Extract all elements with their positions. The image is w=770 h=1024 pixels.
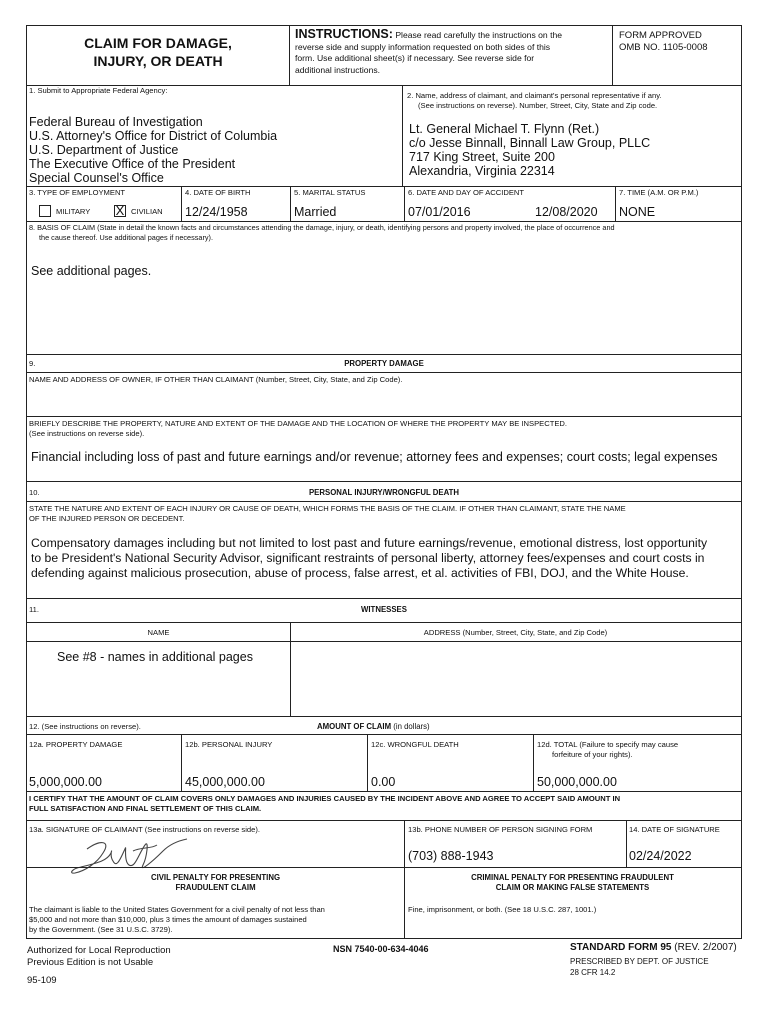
dob-value: 12/24/1958 <box>185 205 248 219</box>
property-describe-line1: BRIEFLY DESCRIBE THE PROPERTY, NATURE AND EXTENT OF THE DAMAGE AND THE LOCATION OF WHERE THE PROPERTY MAY BE INSPECTED. <box>29 419 567 428</box>
personal-injury-label: 12b. PERSONAL INJURY <box>185 740 273 749</box>
agency-value <box>29 115 277 185</box>
property-heading: PROPERTY DAMAGE <box>344 359 424 368</box>
footer-sf-number: STANDARD FORM 95 <box>570 942 672 953</box>
footer-standard-form <box>570 942 737 954</box>
footer-authorization <box>27 945 171 969</box>
injury-line: Compensatory damages including but not limited to lost past and future earnings/revenue, emotional distress, lost opportunity <box>31 536 708 550</box>
witness-heading: WITNESSES <box>361 605 407 614</box>
civilian-checkbox[interactable]: X <box>115 203 125 218</box>
accident-label: 6. DATE AND DAY OF ACCIDENT <box>408 188 525 197</box>
injury-value <box>31 536 707 581</box>
basis-label <box>29 223 615 242</box>
signature-date-value: 02/24/2022 <box>629 849 692 863</box>
instructions-line2: reverse side and supply information requested on both sides of this <box>295 41 551 52</box>
signature-label: 13a. SIGNATURE OF CLAIMANT (See instructions on reverse side). <box>29 825 260 834</box>
wrongful-death-label: 12c. WRONGFUL DEATH <box>371 740 459 749</box>
footer-nsn: NSN 7540-00-634-4046 <box>333 944 429 954</box>
claimant-line: Alexandria, Virginia 22314 <box>409 164 555 178</box>
wrongful-death-value: 0.00 <box>371 775 396 789</box>
claimant-value <box>409 122 650 178</box>
injury-label <box>29 504 626 523</box>
witness-name-header: NAME <box>147 628 170 637</box>
signature-date-label: 14. DATE OF SIGNATURE <box>629 825 720 834</box>
witness-name-value: See #8 - names in additional pages <box>57 650 253 664</box>
accident-date: 07/01/2016 <box>408 205 471 219</box>
total-label <box>537 740 678 759</box>
claimant-label <box>407 91 662 110</box>
claimant-label-line1: 2. Name, address of claimant, and claimant's personal representative if any. <box>407 91 662 100</box>
instructions-line3: form. Use additional sheet(s) if necessary. See reverse side for <box>295 53 535 63</box>
phone-label: 13b. PHONE NUMBER OF PERSON SIGNING FORM <box>408 825 593 834</box>
witness-num: 11. <box>29 605 39 614</box>
property-describe-label <box>29 419 567 438</box>
civil-penalty-line3: by the Government. (See 31 U.S.C. 3729). <box>29 925 173 934</box>
basis-label-line1: 8. BASIS OF CLAIM (State in detail the known facts and circumstances attending the damage, injury, or death, identifying persons and property involved, the place of occurrence and <box>29 223 615 232</box>
personal-injury-value: 45,000,000.00 <box>185 775 265 789</box>
basis-label-line2: the cause thereof. Use additional pages if necessary). <box>39 232 214 242</box>
form-approved-line2: OMB NO. 1105-0008 <box>619 42 708 53</box>
agency-line: The Executive Office of the President <box>29 157 236 171</box>
employment-label: 3. TYPE OF EMPLOYMENT <box>29 188 126 197</box>
injury-label-line2: OF THE INJURED PERSON OR DECEDENT. <box>29 513 185 523</box>
basis-value: See additional pages. <box>31 264 152 278</box>
civil-penalty-heading-line2: FRAUDULENT CLAIM <box>175 883 256 892</box>
accident-date: 12/08/2020 <box>535 205 598 219</box>
military-checkbox[interactable] <box>39 205 51 217</box>
footer-sf-revision: (REV. 2/2007) <box>674 942 737 953</box>
marital-label: 5. MARITAL STATUS <box>294 188 366 197</box>
injury-line: defending against malicious prosecution, abuse of process, false arrest, et al. activities of FBI, DOJ, and the White House. <box>31 566 689 580</box>
instructions-line1: Please read carefully the instructions on the <box>395 30 563 40</box>
military-label: MILITARY <box>56 207 91 216</box>
certify-statement <box>29 794 620 814</box>
form-title <box>27 34 289 70</box>
property-damage-value: 5,000,000.00 <box>29 775 102 789</box>
civil-penalty-line1: The claimant is liable to the United States Government for a civil penalty of not less than <box>29 905 325 914</box>
total-label-line1: 12d. TOTAL (Failure to specify may cause <box>537 740 679 749</box>
footer-auth-line2: Previous Edition is not Usable <box>27 957 154 968</box>
instructions-line4: additional instructions. <box>295 64 381 75</box>
property-damage-label: 12a. PROPERTY DAMAGE <box>29 740 123 749</box>
injury-num: 10. <box>29 488 40 497</box>
amount-heading-sub: (in dollars) <box>393 722 430 731</box>
amount-note: 12. (See instructions on reverse). <box>29 722 141 731</box>
claimant-line: Lt. General Michael T. Flynn (Ret.) <box>409 122 600 136</box>
form-title-line2: INJURY, OR DEATH <box>93 53 223 69</box>
civil-penalty-heading <box>27 873 404 893</box>
agency-line: U.S. Department of Justice <box>29 143 179 157</box>
property-describe-line2: (See instructions on reverse side). <box>29 428 145 438</box>
property-describe-value: Financial including loss of past and future earnings and/or revenue; attorney fees and expenses; court costs; legal expenses <box>31 450 718 464</box>
agency-line: Special Counsel's Office <box>29 171 164 185</box>
property-num: 9. <box>29 359 36 368</box>
witness-address-header: ADDRESS (Number, Street, City, State, and Zip Code) <box>423 628 608 637</box>
form-approved <box>619 30 708 54</box>
civil-penalty-line2: $5,000 and not more than $10,000, plus 3 times the amount of damages sustained <box>29 915 307 924</box>
total-label-line2: forfeiture of your rights). <box>552 749 633 759</box>
dob-label: 4. DATE OF BIRTH <box>185 188 251 197</box>
agency-line: U.S. Attorney's Office for District of Columbia <box>29 129 278 143</box>
total-value: 50,000,000.00 <box>537 775 617 789</box>
certify-line1: I CERTIFY THAT THE AMOUNT OF CLAIM COVERS ONLY DAMAGES AND INJURIES CAUSED BY THE INCIDENT ABOVE AND AGREE TO ACCEPT SAID AMOUNT IN <box>29 794 621 803</box>
claimant-label-line2: (See instructions on reverse). Number, Street, City, State and Zip code. <box>418 100 658 110</box>
footer-code: 95-109 <box>27 975 57 986</box>
claimant-line: c/o Jesse Binnall, Binnall Law Group, PLLC <box>409 136 651 150</box>
civilian-label: CIVILIAN <box>131 207 163 216</box>
injury-label-line1: STATE THE NATURE AND EXTENT OF EACH INJURY OR CAUSE OF DEATH, WHICH FORMS THE BASIS OF THE CLAIM. IF OTHER THAN CLAIMANT, STATE THE NAME <box>29 504 626 513</box>
claimant-signature <box>67 831 197 879</box>
instructions <box>295 29 615 76</box>
footer-prescribed <box>570 957 709 978</box>
certify-line2: FULL SATISFACTION AND FINAL SETTLEMENT OF THIS CLAIM. <box>29 804 262 813</box>
amount-heading: AMOUNT OF CLAIM <box>317 722 392 731</box>
injury-line: to be President's National Security Advisor, significant restraints of personal liberty, attorney fees/expenses and court costs in <box>31 551 705 565</box>
footer-prescribed-line: PRESCRIBED BY DEPT. OF JUSTICE <box>570 957 709 966</box>
time-label: 7. TIME (A.M. OR P.M.) <box>619 188 699 197</box>
agency-line: Federal Bureau of Investigation <box>29 115 203 129</box>
criminal-penalty-heading-line2: CLAIM OR MAKING FALSE STATEMENTS <box>495 883 650 892</box>
time-value: NONE <box>619 205 656 219</box>
criminal-penalty-text: Fine, imprisonment, or both. (See 18 U.S.C. 287, 1001.) <box>408 905 597 914</box>
agency-label: 1. Submit to Appropriate Federal Agency: <box>29 86 168 95</box>
injury-heading: PERSONAL INJURY/WRONGFUL DEATH <box>308 488 460 497</box>
instructions-heading: INSTRUCTIONS: <box>295 27 393 41</box>
form-approved-line1: FORM APPROVED <box>619 30 702 41</box>
civil-penalty-heading-line1: CIVIL PENALTY FOR PRESENTING <box>150 873 281 882</box>
phone-value: (703) 888-1943 <box>408 849 494 863</box>
claimant-line: 717 King Street, Suite 200 <box>409 150 555 164</box>
footer-auth-line1: Authorized for Local Reproduction <box>27 945 171 956</box>
footer-cfr: 28 CFR 14.2 <box>570 967 616 977</box>
form-title-line1: CLAIM FOR DAMAGE, <box>84 35 232 51</box>
criminal-penalty-heading <box>404 873 741 893</box>
criminal-penalty-heading-line1: CRIMINAL PENALTY FOR PRESENTING FRAUDULENT <box>471 873 674 882</box>
amount-heading-wrap <box>317 722 430 731</box>
sf95-form <box>26 25 742 939</box>
civil-penalty-text <box>29 905 325 935</box>
marital-value: Married <box>294 205 337 219</box>
owner-label: NAME AND ADDRESS OF OWNER, IF OTHER THAN CLAIMANT (Number, Street, City, State, and Zip Code). <box>29 375 403 384</box>
